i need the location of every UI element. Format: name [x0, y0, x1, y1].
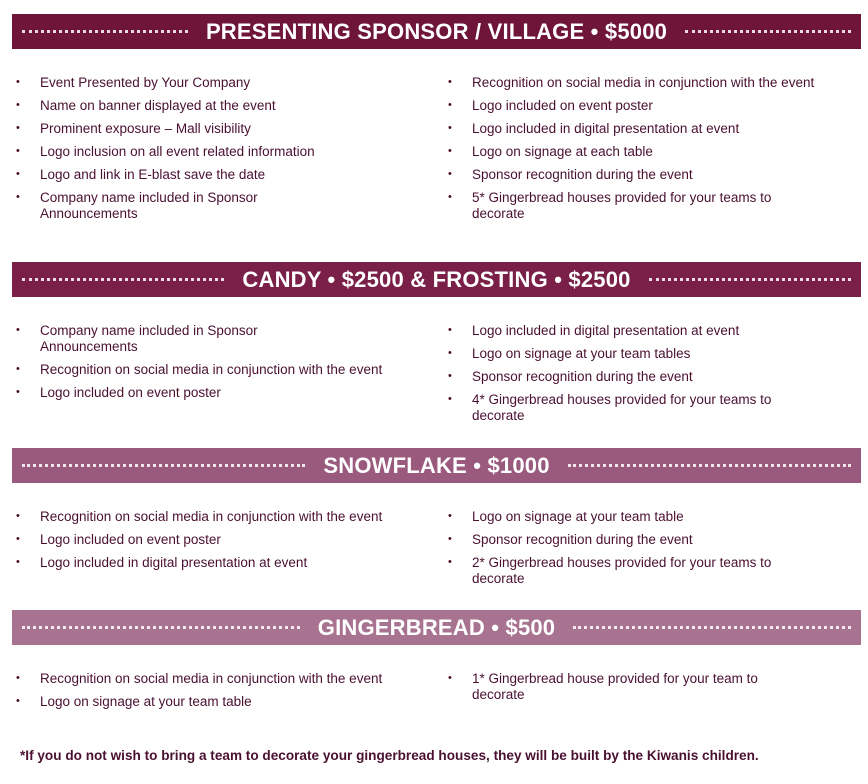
dotted-rule-left: [22, 30, 188, 33]
list-item: • Recognition on social media in conjunction with the event: [13, 362, 423, 378]
list-item: • Logo included in digital presentation at event: [13, 555, 423, 571]
benefit-list-left: [13, 75, 423, 229]
list-item: • Company name included in Sponsor Announcements: [13, 323, 280, 354]
tier-header-candy-frosting: [12, 262, 861, 297]
benefit-list-left: [13, 671, 423, 717]
list-item: • Logo inclusion on all event related information: [13, 144, 423, 160]
benefit-list-right: [445, 671, 855, 710]
list-item: • 1* Gingerbread house provided for your team to decorate: [445, 671, 792, 702]
dotted-rule-right: [568, 464, 851, 467]
list-item: • 4* Gingerbread houses provided for your teams to decorate: [445, 392, 792, 423]
dotted-rule-left: [22, 626, 300, 629]
tier-title: CANDY • $2500 & FROSTING • $2500: [242, 266, 631, 292]
dotted-rule-right: [573, 626, 851, 629]
list-item: • Company name included in Sponsor Announcements: [13, 190, 280, 221]
tier-title: GINGERBREAD • $500: [317, 614, 556, 640]
list-item: • 5* Gingerbread houses provided for your teams to decorate: [445, 190, 792, 221]
dotted-rule-right: [685, 30, 851, 33]
list-item: • Logo on signage at each table: [445, 144, 855, 160]
benefit-list-right: [445, 75, 855, 229]
dotted-rule-left: [22, 464, 305, 467]
list-item: • Sponsor recognition during the event: [445, 532, 855, 548]
list-item: • Logo on signage at your team tables: [445, 346, 855, 362]
list-item: • Logo included on event poster: [13, 532, 423, 548]
list-item: • Logo on signage at your team table: [13, 694, 423, 710]
tier-header-gingerbread: [12, 610, 861, 645]
dotted-rule-right: [649, 278, 851, 281]
dotted-rule-left: [22, 278, 224, 281]
list-item: • Recognition on social media in conjunction with the event: [445, 75, 842, 91]
list-item: • Recognition on social media in conjunction with the event: [13, 509, 423, 525]
list-item: • Logo on signage at your team table: [445, 509, 855, 525]
benefit-list-right: [445, 323, 855, 431]
list-item: • Event Presented by Your Company: [13, 75, 423, 91]
benefit-list-left: [13, 323, 423, 408]
list-item: • Sponsor recognition during the event: [445, 369, 855, 385]
list-item: • Prominent exposure – Mall visibility: [13, 121, 423, 137]
tier-header-presenting-sponsor: [12, 14, 861, 49]
tier-header-snowflake: [12, 448, 861, 483]
list-item: • Logo and link in E-blast save the date: [13, 167, 340, 183]
list-item: • Name on banner displayed at the event: [13, 98, 423, 114]
benefit-list-left: [13, 509, 423, 578]
list-item: • Logo included in digital presentation at event: [445, 121, 855, 137]
list-item: • 2* Gingerbread houses provided for your teams to decorate: [445, 555, 792, 586]
list-item: • Logo included on event poster: [13, 385, 423, 401]
tier-title: SNOWFLAKE • $1000: [323, 452, 550, 478]
list-item: • Recognition on social media in conjunction with the event: [13, 671, 423, 687]
benefit-list-right: [445, 509, 855, 594]
list-item: • Logo included on event poster: [445, 98, 855, 114]
list-item: • Sponsor recognition during the event: [445, 167, 855, 183]
tier-title: PRESENTING SPONSOR / VILLAGE • $5000: [205, 18, 668, 44]
list-item: • Logo included in digital presentation at event: [445, 323, 855, 339]
footnote: *If you do not wish to bring a team to decorate your gingerbread houses, they will be built by the Kiwanis children.: [20, 748, 759, 763]
